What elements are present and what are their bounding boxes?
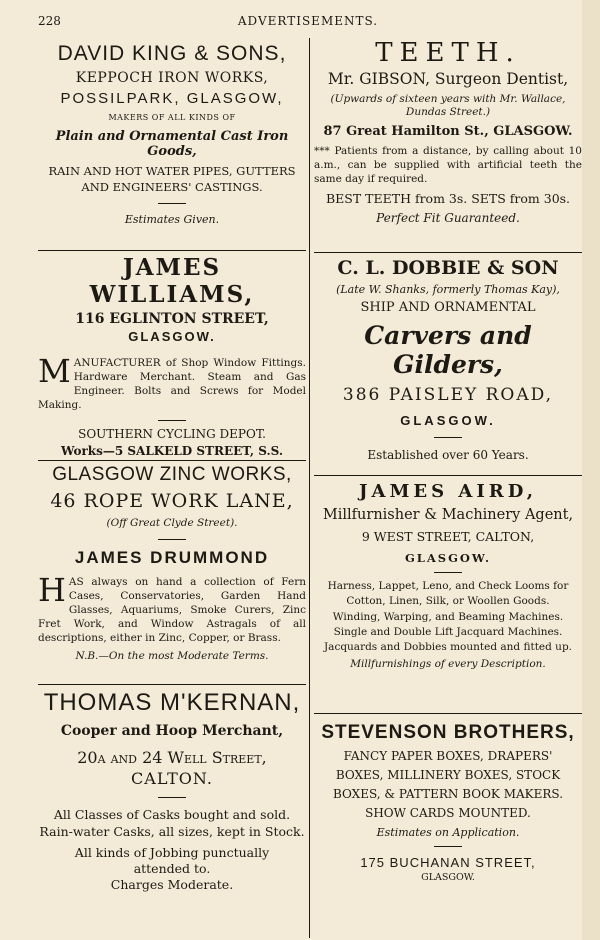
rule-1 — [38, 250, 306, 251]
ad-david-king — [38, 38, 306, 250]
king-place: POSSILPARK, GLASGOW, — [60, 90, 284, 107]
king-works: KEPPOCH IRON WORKS, — [75, 70, 269, 86]
mkernan-line2: Rain-water Casks, all sizes, kept in Stock. — [39, 824, 305, 839]
stevenson-address: 175 BUCHANAN STREET, — [360, 855, 536, 870]
king-castings: AND ENGINEERS' CASTINGS. — [81, 180, 263, 194]
aird-line2: Cotton, Linen, Silk, or Woollen Goods. — [346, 595, 550, 607]
gibson-fit: Perfect Fit Guaranteed. — [376, 211, 520, 225]
williams-works: Works—5 SALKELD STREET, S.S. — [60, 444, 284, 458]
drummond-body — [38, 571, 306, 645]
gibson-title: TEETH. — [375, 38, 521, 68]
rule-5 — [314, 475, 582, 476]
mkernan-address: 20a and 24 Well Street, — [77, 748, 267, 767]
aird-trade: Millfurnisher & Machinery Agent, — [322, 507, 574, 523]
dobbie-name: C. L. DOBBIE & SON — [337, 257, 559, 279]
ad-glasgow-zinc-works — [38, 464, 306, 684]
williams-body — [38, 352, 306, 412]
header-title: ADVERTISEMENTS. — [237, 14, 379, 28]
ad-stevenson-brothers — [314, 722, 582, 932]
king-pipes: RAIN AND HOT WATER PIPES, GUTTERS — [48, 164, 296, 178]
king-name: DAVID KING & SONS, — [57, 42, 287, 65]
dobbie-est: Established over 60 Years. — [367, 448, 529, 462]
mkernan-trade: Cooper and Hoop Merchant, — [60, 723, 284, 739]
mkernan-line3: All kinds of Jobbing punctually — [74, 845, 270, 860]
zinc-name: GLASGOW ZINC WORKS, — [52, 464, 292, 485]
williams-street: 116 EGLINTON STREET, — [75, 311, 269, 327]
drummond-name: JAMES DRUMMOND — [74, 548, 270, 567]
williams-depot: SOUTHERN CYCLING DEPOT. — [78, 427, 266, 441]
ad-gibson-dentist — [314, 38, 582, 252]
page-number: 228 — [38, 14, 61, 28]
column-divider — [309, 38, 310, 938]
aird-city: GLASGOW. — [404, 551, 492, 565]
williams-dropcap: M — [38, 352, 71, 390]
aird-line1: Harness, Lappet, Leno, and Check Looms for — [327, 580, 569, 592]
gibson-exp1: (Upwards of sixteen years with Mr. Wallace, — [330, 93, 566, 105]
dobbie-ship: SHIP AND ORNAMENTAL — [360, 300, 536, 315]
rule-6 — [314, 713, 582, 714]
drummond-nb: N.B.—On the most Moderate Terms. — [75, 650, 269, 662]
stevenson-line1: FANCY PAPER BOXES, DRAPERS' — [343, 749, 553, 763]
aird-address: 9 WEST STREET, CALTON, — [361, 529, 535, 544]
dobbie-address: 386 PAISLEY ROAD, — [342, 385, 554, 405]
stevenson-line4: SHOW CARDS MOUNTED. — [365, 806, 531, 820]
dobbie-city: GLASGOW. — [400, 413, 496, 428]
king-divider — [158, 203, 186, 204]
stevenson-line2: BOXES, MILLINERY BOXES, STOCK — [335, 768, 561, 782]
dobbie-divider — [434, 437, 462, 438]
aird-line5: Jacquards and Dobbies mounted and fitted up. — [323, 641, 573, 653]
gibson-exp2: Dundas Street.) — [405, 106, 491, 118]
williams-divider — [158, 420, 186, 421]
rule-2 — [38, 460, 306, 461]
zinc-off: (Off Great Clyde Street). — [106, 517, 238, 529]
stevenson-estimates: Estimates on Application. — [376, 826, 520, 839]
ad-cl-dobbie — [314, 257, 582, 475]
williams-body-text: ANUFACTURER of Shop Window Fittings. Hardware Merchant. Steam and Gas Engineer. Bolts and Screws for Model Making. — [38, 357, 306, 411]
stevenson-line3: BOXES, & PATTERN BOOK MAKERS. — [332, 787, 564, 801]
williams-name: JAMES WILLIAMS, — [89, 254, 255, 308]
aird-line6: Millfurnishings of every Description. — [350, 658, 546, 670]
zinc-divider — [158, 539, 186, 540]
gibson-notice: *** Patients from a distance, by calling about 10 a.m., can be supplied with artificial teeth the same day if required. — [314, 145, 582, 185]
running-header — [38, 14, 578, 32]
mkernan-city: CALTON. — [131, 769, 213, 788]
aird-line3: Winding, Warping, and Beaming Machines. — [332, 611, 564, 623]
rule-4 — [314, 252, 582, 253]
mkernan-divider — [158, 797, 186, 798]
dobbie-trade: Carvers and Gilders, — [364, 321, 532, 379]
mkernan-line1: All Classes of Casks bought and sold. — [53, 807, 291, 822]
king-goods: Plain and Ornamental Cast Iron Goods, — [55, 129, 289, 159]
gibson-address: 87 Great Hamilton St., GLASGOW. — [323, 124, 573, 139]
facing-page-edge — [582, 0, 600, 940]
williams-city: GLASGOW. — [128, 329, 216, 344]
king-makers: MAKERS OF ALL KINDS OF — [108, 113, 236, 122]
ad-james-williams — [38, 254, 306, 460]
drummond-dropcap: H — [38, 571, 66, 609]
aird-name: JAMES AIRD, — [359, 481, 537, 502]
king-estimates: Estimates Given. — [124, 213, 220, 226]
mkernan-line4: attended to. — [133, 861, 211, 876]
rule-3 — [38, 684, 306, 685]
stevenson-name: STEVENSON BROTHERS, — [321, 722, 575, 743]
mkernan-name: THOMAS M'KERNAN, — [43, 689, 301, 716]
aird-line4: Single and Double Lift Jacquard Machines. — [333, 626, 563, 638]
gibson-name: Mr. GIBSON, Surgeon Dentist, — [327, 70, 569, 88]
drummond-body-text: AS always on hand a collection of Fern Cases, Conservatories, Garden Hand Glasses, Aquariums, Smoke Curers, Zinc Fret Work, and Window Astragals of all descriptions, either in Zinc, Copper, or Brass. — [38, 576, 306, 644]
zinc-address: 46 ROPE WORK LANE, — [50, 490, 294, 512]
ad-thomas-mkernan — [38, 689, 306, 925]
aird-divider — [434, 572, 462, 573]
gibson-prices: BEST TEETH from 3s. SETS from 30s. — [325, 191, 571, 206]
ad-james-aird — [314, 481, 582, 711]
stevenson-city: GLASGOW. — [421, 872, 475, 883]
stevenson-divider — [434, 846, 462, 847]
mkernan-line5: Charges Moderate. — [110, 877, 234, 892]
dobbie-late: (Late W. Shanks, formerly Thomas Kay), — [336, 283, 560, 296]
